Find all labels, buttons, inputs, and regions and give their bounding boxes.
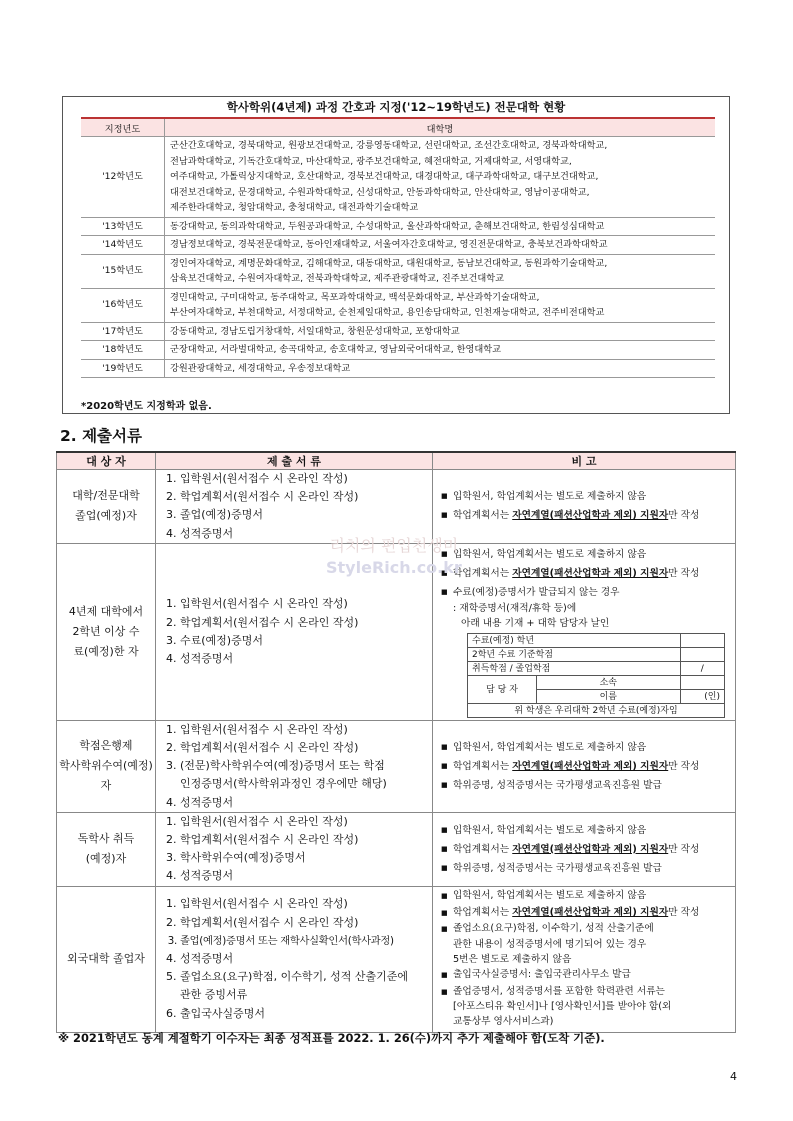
table-row — [81, 322, 715, 341]
remark-item: ■ 입학원서, 학업계획서는 별도로 제출하지 않음 — [441, 821, 733, 840]
document-item: 1. 입학원서(원서접수 시 온라인 작성) — [180, 470, 432, 488]
header-target: 대 상 자 — [57, 452, 156, 470]
remark-item: ■ 입학원서, 학업계획서는 별도로 제출하지 않음 — [441, 888, 733, 905]
document-item: 2. 학업계획서(원서접수 시 온라인 작성) — [180, 831, 432, 849]
watermark — [326, 535, 462, 579]
remark-subline: [아포스티유 확인서]나 [영사확인서]를 받아야 함(외 — [453, 1001, 672, 1013]
header-documents: 제 출 서 류 — [156, 452, 433, 470]
target-cell — [57, 812, 156, 886]
inner-label: 수료(예정) 학년 — [468, 634, 681, 648]
remark-subline: 5번은 별도로 제출하지 않음 — [453, 953, 572, 965]
document-item: 4. 성적증명서 — [180, 650, 432, 668]
table-row — [81, 236, 715, 255]
table-row — [81, 341, 715, 360]
table-row — [81, 359, 715, 378]
college-list — [165, 137, 716, 218]
college-line: 대전보건대학교, 문경대학교, 수원과학대학교, 신성대학교, 안동과학대학교, 안산대학교, 영남이공대학교, — [170, 186, 590, 198]
target-cell — [57, 720, 156, 812]
documents-cell — [156, 720, 433, 812]
completion-info-table — [467, 633, 725, 718]
remark-item: ■ 입학원서, 학업계획서는 별도로 제출하지 않음 — [441, 487, 733, 506]
table-row — [81, 254, 715, 288]
document-item: 2. 학업계획서(원서접수 시 온라인 작성) — [180, 914, 432, 932]
college-line: 전남과학대학교, 기독간호대학교, 마산대학교, 광주보건대학교, 혜전대학교, 거제대학교, 서영대학교, — [170, 155, 572, 167]
table-row — [81, 217, 715, 236]
college-line: 강동대학교, 경남도립거창대학, 서일대학교, 창원문성대학교, 포항대학교 — [170, 325, 460, 337]
document-item: 4. 성적증명서 — [180, 794, 432, 812]
inner-label: 2학년 수료 기준학점 — [468, 648, 681, 662]
remark-item: ■ 학업계획서는 자연계열(패션산업학과 제외) 지원자만 작성 — [441, 840, 733, 859]
remark-item: ■ 학업계획서는 자연계열(패션산업학과 제외) 지원자만 작성 — [441, 905, 733, 922]
college-line: 강원관광대학교, 세경대학교, 우송정보대학교 — [170, 362, 351, 374]
document-item: 4. 성적증명서 — [180, 950, 432, 968]
document-item: 1. 입학원서(원서접수 시 온라인 작성) — [180, 813, 432, 831]
table-row — [57, 812, 736, 886]
college-line: 제주한라대학교, 청암대학교, 충청대학교, 대전과학기술대학교 — [170, 202, 419, 213]
inner-confirmation: 위 학생은 우리대학 2학년 수료(예정)자임 — [468, 704, 725, 718]
inner-value: / — [680, 662, 724, 676]
target-line: 외국대학 졸업자 — [67, 952, 145, 966]
remarks-cell — [433, 720, 736, 812]
designated-note: *2020학년도 지정학과 없음. — [81, 401, 212, 412]
designation-year: '13학년도 — [81, 217, 165, 236]
header-college: 대학명 — [165, 118, 716, 137]
inner-sign: (인) — [680, 690, 724, 704]
document-item: 2. 학업계획서(원서접수 시 온라인 작성) — [180, 614, 432, 632]
college-line: 부산여자대학교, 부천대학교, 서정대학교, 순천제일대학교, 용인송담대학교, 인천재능대학교, 전주비전대학교 — [170, 307, 605, 318]
college-list — [165, 254, 716, 288]
remark-item: ■ 졸업소요(요구)학점, 이수학기, 성적 산출기준에 — [441, 921, 733, 938]
remark-item: ■ 학업계획서는 자연계열(패션산업학과 제외) 지원자만 작성 — [441, 506, 733, 525]
college-line: 군산간호대학교, 경북대학교, 원광보건대학교, 강릉영동대학교, 선린대학교, 조선간호대학교, 경북과학대학교, — [170, 140, 608, 151]
remark-item: ■ 학업계획서는 자연계열(패션산업학과 제외) 지원자만 작성 — [441, 564, 733, 583]
documents-cell — [156, 886, 433, 1032]
designation-year: '16학년도 — [81, 288, 165, 322]
target-line: 4년제 대학에서 — [68, 604, 144, 618]
remark-item: ■ 수료(예정)증명서가 발급되지 않는 경우 — [441, 583, 733, 602]
watermark-line: 리치의 편입천생미 — [329, 536, 459, 555]
documents-cell — [156, 470, 433, 544]
remark-item: ■ 입학원서, 학업계획서는 별도로 제출하지 않음 — [441, 738, 733, 757]
college-line: 경민대학교, 구미대학교, 동주대학교, 목포과학대학교, 백석문화대학교, 부산과학기술대학교, — [170, 291, 540, 303]
document-item: 2. 학업계획서(원서접수 시 온라인 작성) — [180, 488, 432, 506]
document-item: 4. 성적증명서 — [180, 867, 432, 885]
document-item: 5. 졸업소요(요구)학점, 이수학기, 성적 산출기준에 관한 증빙서류 — [180, 968, 432, 1004]
college-list — [165, 236, 716, 255]
page-number: 4 — [730, 1070, 737, 1083]
inner-label: 취득학점 / 졸업학점 — [468, 662, 681, 676]
inner-affiliation: 소속 — [537, 676, 681, 690]
target-line: 2학년 이상 수 — [72, 624, 140, 638]
college-line: 여주대학교, 가톨릭상지대학교, 호산대학교, 경북보건대학교, 대경대학교, 대구과학대학교, 대구보건대학교, — [170, 171, 599, 182]
document-item: 4. 성적증명서 — [180, 525, 432, 543]
document-item: 3. (전문)학사학위수여(예정)증명서 또는 학점 인정증명서(학사학위과정인 경우에만 해당) — [180, 757, 432, 793]
document-item: 3. 졸업(예정)증명서 또는 재학사실확인서(학사과정) — [180, 932, 432, 950]
college-line: 경인여자대학교, 계명문화대학교, 김해대학교, 대동대학교, 대원대학교, 동남보건대학교, 동원과학기술대학교, — [170, 257, 608, 269]
document-item: 3. 수료(예정)증명서 — [180, 632, 432, 650]
inner-value — [680, 634, 724, 648]
designation-year: '19학년도 — [81, 359, 165, 378]
inner-name: 이름 — [537, 690, 681, 704]
remark-subline: 아래 내용 기재 + 대학 담당자 날인 — [461, 617, 610, 629]
table-row — [81, 288, 715, 322]
remark-subline: : 재학증명서(재적/휴학 등)에 — [453, 602, 577, 614]
table-row — [57, 720, 736, 812]
designation-year: '12학년도 — [81, 137, 165, 218]
table-row — [57, 886, 736, 1032]
document-item: 6. 출입국사실증명서 — [180, 1005, 432, 1023]
college-list — [165, 322, 716, 341]
footnote: ※ 2021학년도 동계 계절학기 이수자는 최종 성적표를 2022. 1. 26(수)까지 추가 제출해야 함(도착 기준). — [58, 1031, 605, 1045]
table-row — [57, 470, 736, 544]
college-line: 동강대학교, 동의과학대학교, 두원공과대학교, 수성대학교, 울산과학대학교, 춘해보건대학교, 한림성심대학교 — [170, 220, 605, 232]
inner-value — [680, 648, 724, 662]
designated-colleges-box — [62, 96, 730, 414]
inner-value — [680, 676, 724, 690]
remark-item: ■ 학업계획서는 자연계열(패션산업학과 제외) 지원자만 작성 — [441, 757, 733, 776]
watermark-line: StyleRich.co.kr — [326, 558, 462, 577]
target-line: (예정)자 — [85, 852, 127, 866]
remark-item: ■ 입학원서, 학업계획서는 별도로 제출하지 않음 — [441, 545, 733, 564]
inner-person: 담 당 자 — [468, 676, 537, 704]
designation-year: '18학년도 — [81, 341, 165, 360]
designated-colleges-title: 학사학위(4년제) 과정 간호과 지정('12~19학년도) 전문대학 현황 — [226, 100, 566, 114]
remark-item: ■ 학위증명, 성적증명서는 국가평생교육진흥원 발급 — [441, 859, 733, 878]
designation-year: '15학년도 — [81, 254, 165, 288]
target-line: 학사학위수여(예정)자 — [59, 759, 153, 793]
remark-item: ■ 학위증명, 성적증명서는 국가평생교육진흥원 발급 — [441, 776, 733, 795]
header-year: 지정년도 — [81, 118, 165, 137]
remark-item: ■ 출입국사실증명서: 출입국관리사무소 발급 — [441, 967, 733, 984]
document-item: 3. 학사학위수여(예정)증명서 — [180, 849, 432, 867]
section-title: 2. 제출서류 — [60, 427, 142, 445]
remark-subline: 교통상부 영사서비스과) — [453, 1016, 554, 1028]
college-line: 삼육보건대학교, 수원여자대학교, 전북과학대학교, 제주관광대학교, 진주보건대학교 — [170, 273, 504, 284]
target-line: 학점은행제 — [79, 739, 133, 753]
document-item: 3. 졸업(예정)증명서 — [180, 506, 432, 524]
college-line: 군장대학교, 서라벌대학교, 송곡대학교, 송호대학교, 영남외국어대학교, 한영대학교 — [170, 344, 501, 355]
target-cell — [57, 543, 156, 720]
document-item: 1. 입학원서(원서접수 시 온라인 작성) — [180, 895, 432, 913]
college-list — [165, 288, 716, 322]
target-line: 료(예정)한 자 — [73, 644, 139, 658]
remarks-cell — [433, 470, 736, 544]
remarks-cell — [433, 886, 736, 1032]
college-list — [165, 217, 716, 236]
target-line: 독학사 취득 — [77, 832, 135, 846]
college-line: 경남정보대학교, 경북전문대학교, 동아인재대학교, 서울여자간호대학교, 영진전문대학교, 충북보건과학대학교 — [170, 239, 608, 250]
documents-cell — [156, 812, 433, 886]
remarks-cell — [433, 543, 736, 720]
target-line: 졸업(예정)자 — [75, 509, 137, 523]
target-cell — [57, 886, 156, 1032]
target-cell — [57, 470, 156, 544]
college-list — [165, 341, 716, 360]
remark-item: ■ 졸업증명서, 성적증명서를 포함한 학력관련 서류는 — [441, 984, 733, 1001]
target-line: 대학/전문대학 — [72, 489, 140, 503]
document-item: 1. 입학원서(원서접수 시 온라인 작성) — [180, 595, 432, 613]
document-item: 2. 학업계획서(원서접수 시 온라인 작성) — [180, 739, 432, 757]
table-row — [81, 137, 715, 218]
document-item: 1. 입학원서(원서접수 시 온라인 작성) — [180, 721, 432, 739]
college-list — [165, 359, 716, 378]
remark-subline: 관한 내용이 성적증명서에 명기되어 있는 경우 — [453, 938, 647, 950]
header-remarks: 비 고 — [433, 452, 736, 470]
designation-year: '17학년도 — [81, 322, 165, 341]
remarks-cell — [433, 812, 736, 886]
designated-colleges-table — [81, 117, 715, 378]
designation-year: '14학년도 — [81, 236, 165, 255]
